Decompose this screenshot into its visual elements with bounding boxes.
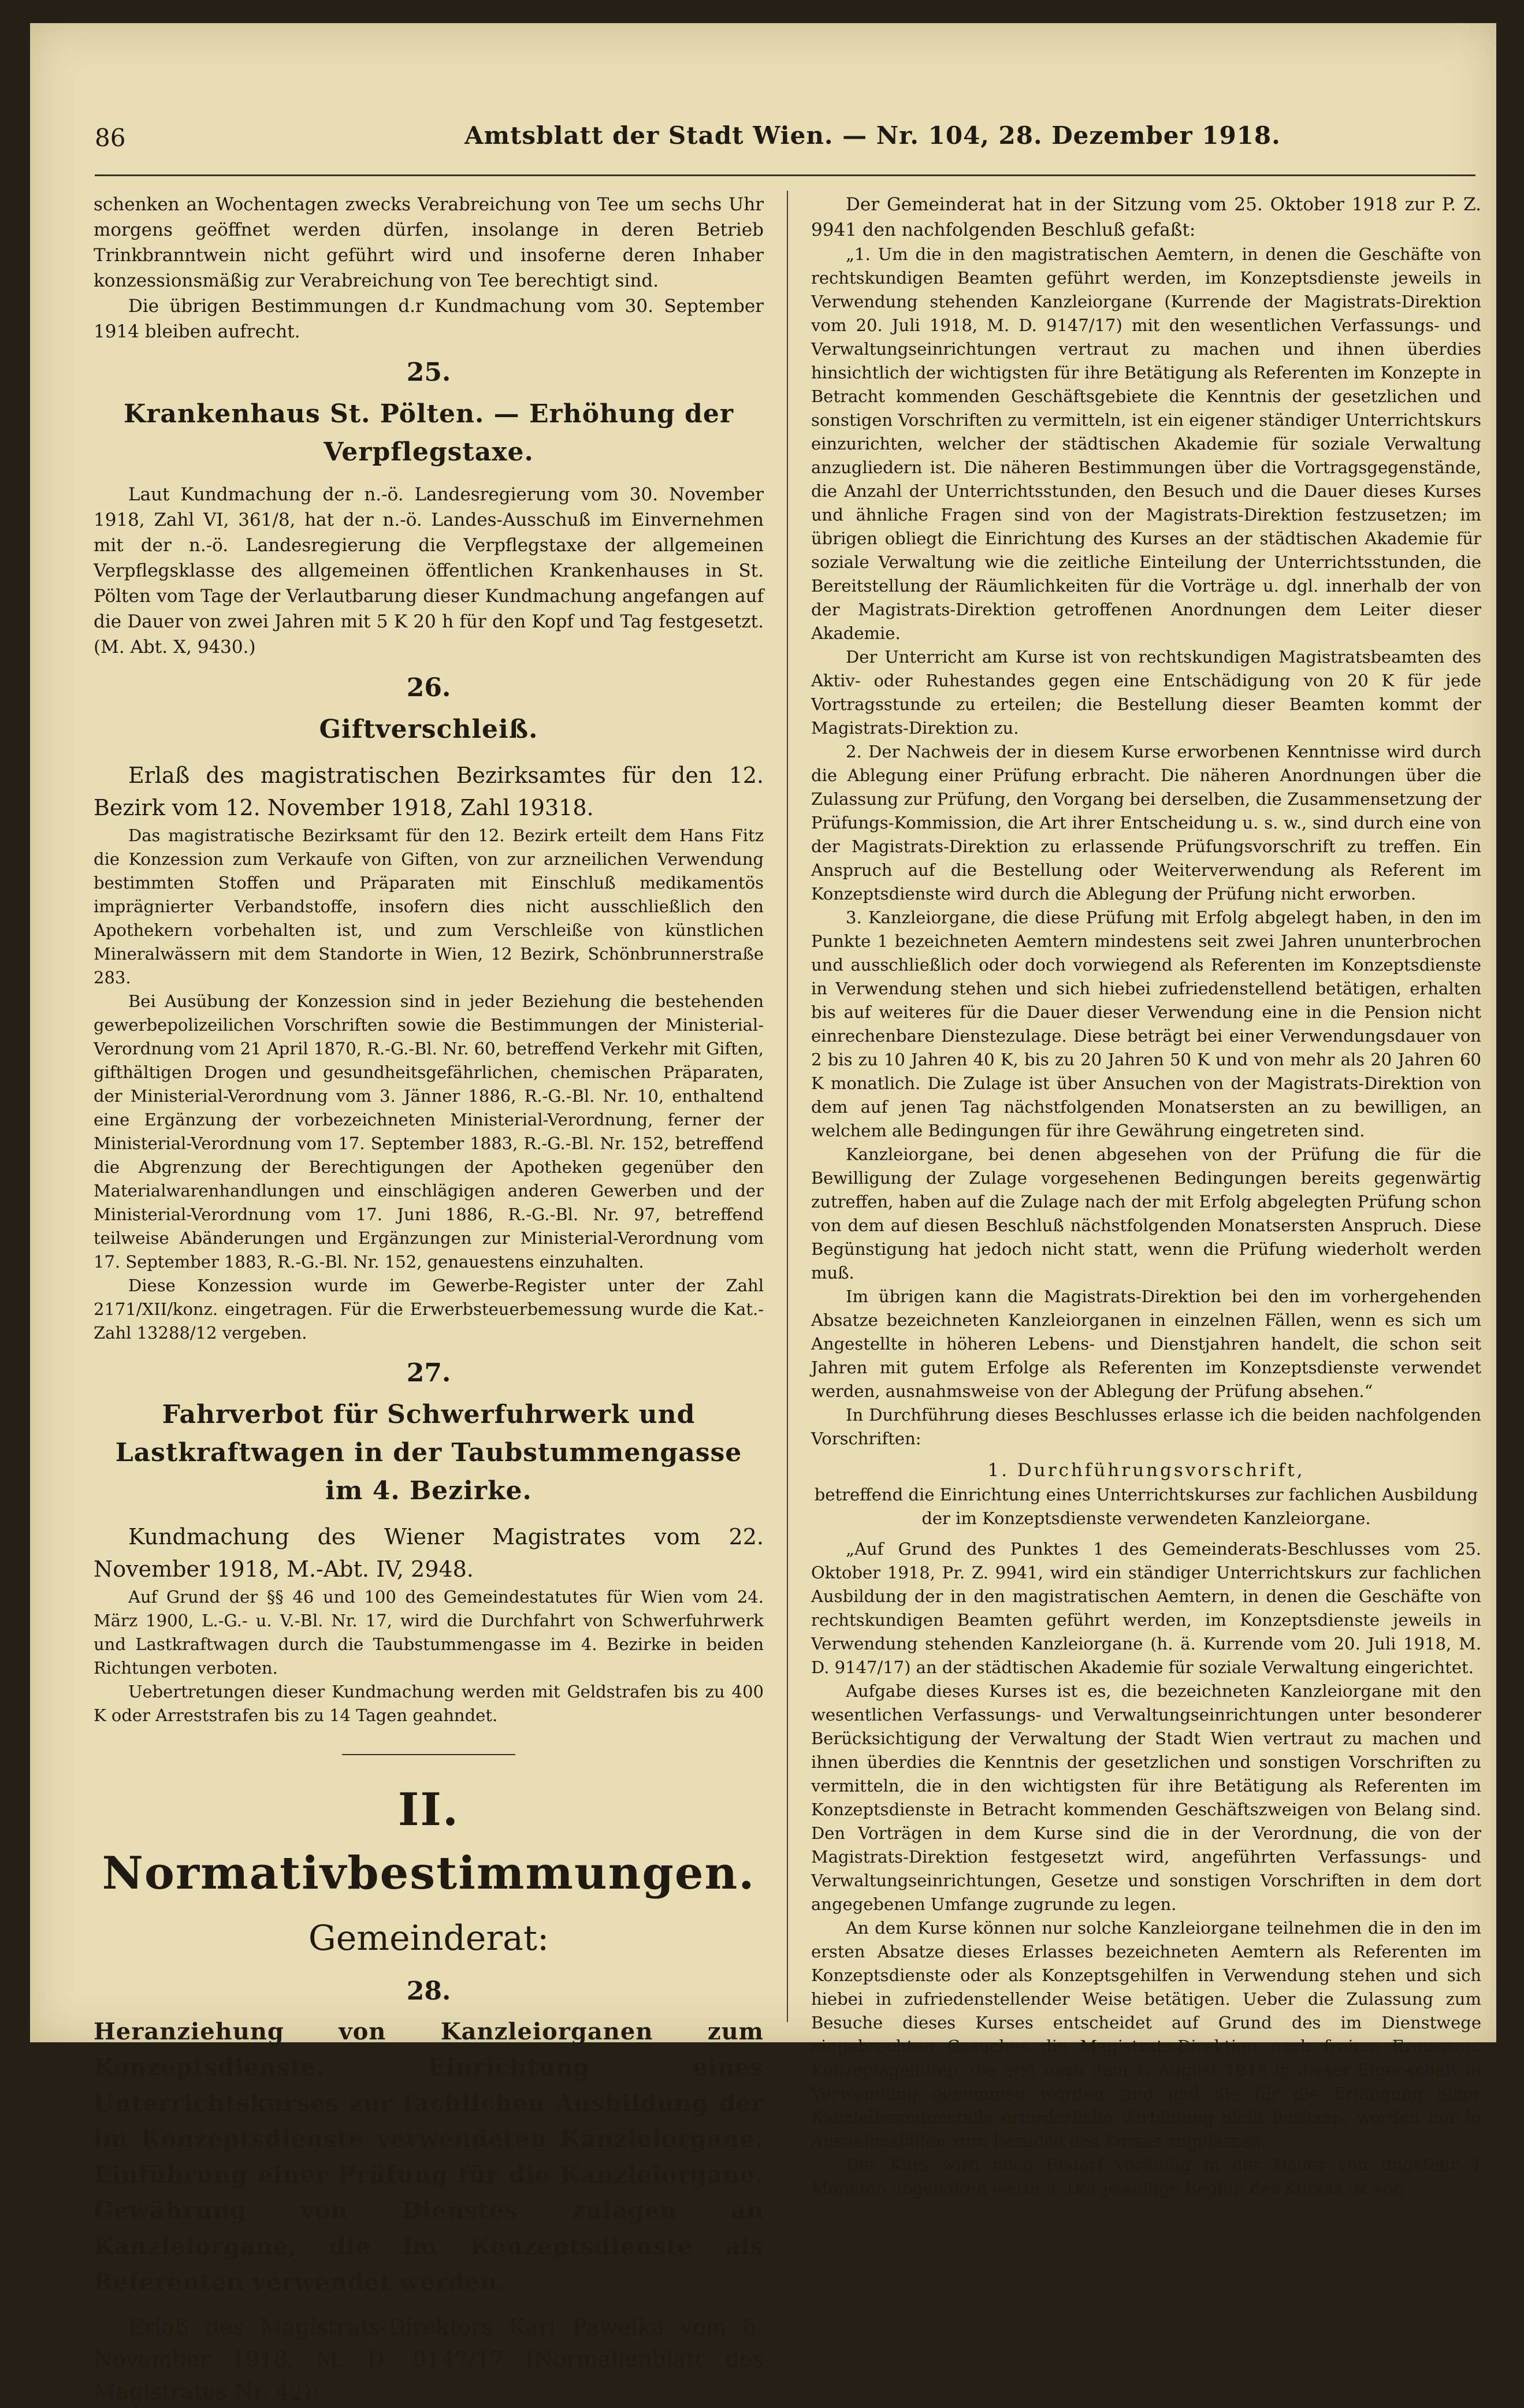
body-paragraph: Im übrigen kann die Magistrats-Direktion bei den im vorhergehenden Absatze bezeichneten Kanzleiorganen in einzelnen Fällen, wenn es sich um Angestellte in höheren Lebens- und Dienstjahren handelt, die schon seit Jahren mit gutem Erfolge als Referenten im Konzeptsdienste verwendet werden, ausnahmsweise von der Ablegung der Prüfung absehen.“ <box>811 1287 1481 1401</box>
page-header <box>95 116 1481 168</box>
intro-paragraph: Die übrigen Bestimmungen d.r Kundmachung vom 30. September 1914 bleiben aufrecht. <box>94 296 764 342</box>
part-subtitle: Gemeinderat: <box>308 1918 549 1959</box>
section-paragraph: Das magistratische Bezirksamt für den 12. Bezirk erteilt dem Hans Fitz die Konzession zum Verkaufe von Giften, von zur arzneilichen Verwendung bestimmten Stoffen und Präparaten mit Einschluß medikamentös imprägnierter Verbandstoffe, insofern dies nicht ausschließlich den Apothekern vorbehalten ist, und zum Verschleiße von künstlichen Mineralwässern mit dem Standorte in Wien, 12 Bezirk, Schönbrunnerstraße 283. <box>94 826 764 987</box>
header-rule <box>95 174 1475 176</box>
body-paragraph: An dem Kurse können nur solche Kanzleiorgane teilnehmen die in den im ersten Absatze dieses Erlasses bezeichneten Aemtern als Referenten im Konzeptsdienste oder als Konzeptsgehilfen in Verwendung stehen und sich hiebei in zufriedenstellender Weise betätigen. Ueber die Zulassung zum Besuche dieses Kurses entscheidet auf Grund des im Dienstwege eingebrachten Gesuches die Magistrats-Direktion nach freiem Ermessen. Konzeptsgehilfen, die erst nach dem 1. August 1918 in dieser Eigenschaft in Verwendung genommen worden sind und die für die Erlangung einer Kanzleibeamtenstelle erforderliche Vorbildung nicht besitzen, werden nur in Ausnahmsfällen zum Besuche des Kurses zugelassen. <box>811 1918 1481 2151</box>
body-paragraph: Kanzleiorgane, bei denen abgesehen von der Prüfung die für die Bewilligung der Zulage vorgesehenen Bedingungen bereits gegenwärtig zutreffen, haben auf die Zulage nach der mit Erfolg abgelegten Prüfung schon von dem auf diesen Beschluß nächstfolgenden Monatsersten Anspruch. Diese Begünstigung hat jedoch nicht statt, wenn die Prüfung wiederholt werden muß. <box>811 1144 1481 1283</box>
right-column <box>811 192 1481 2198</box>
page-number: 86 <box>95 124 126 152</box>
intro-paragraph: schenken an Wochentagen zwecks Verabreichung von Tee um sechs Uhr morgens geöffnet werden dürfen, insolange in deren Betrieb Trinkbranntwein nicht geführt wird und insoferne deren Inhaber konzessionsmäßig zur Verabreichung von Tee berechtigt sind. <box>94 194 764 291</box>
body-paragraph: In Durchführung dieses Beschlusses erlasse ich die beiden nachfolgenden Vorschriften: <box>811 1405 1481 1448</box>
section-number: 28. <box>406 1976 451 2006</box>
body-paragraph: „Auf Grund des Punktes 1 des Gemeinderats-Beschlusses vom 25. Oktober 1918, Pr. Z. 9941, wird ein ständiger Unterrichtskurs zur fachlichen Ausbildung der in den magistratischen Aemtern, in denen die Geschäfte von rechtskundigen Beamten geführt werden, im Konzeptsdienste jeweils in Verwendung stehenden Kanzleiorgane (h. ä. Kurrende vom 20. Juli 1918, M. D. 9147/17) an der städtischen Akademie für soziale Verwaltung eingerichtet. <box>811 1539 1481 1677</box>
newspaper-page <box>30 23 1496 2405</box>
spacer <box>811 1530 1481 1537</box>
body-paragraph: 2. Der Nachweis der in diesem Kurse erworbenen Kenntnisse wird durch die Ablegung einer Prüfung erbracht. Die näheren Anordnungen über die Zulassung zur Prüfung, den Vorgang bei derselben, die Zusammensetzung der Prüfungs-Kommission, die Art ihrer Entscheidung u. s. w., sind durch eine von der Magistrats-Direktion zu erlassende Prüfungsvorschrift zu treffen. Ein Anspruch auf die Bestellung oder Weiterverwendung als Referent im Konzeptsdienste wird durch die Ablegung der Prüfung nicht erworben. <box>811 742 1481 904</box>
section-paragraph: Laut Kundmachung der n.-ö. Landesregierung vom 30. November 1918, Zahl VI, 361/8, hat der n.-ö. Landes-Ausschuß im Einvernehmen mit der n.-ö. Landesregierung die Verpflegstaxe der allgemeinen Verpflegsklasse des allgemeinen öffentlichen Krankenhauses in St. Pölten vom Tage der Verlautbarung dieser Kundmachung angefangen auf die Dauer von zwei Jahren mit 5 K 20 h für den Kopf und Tag festgesetzt. (M. Abt. X, 9430.) <box>94 484 764 657</box>
section-paragraph: Bei Ausübung der Konzession sind in jeder Beziehung die bestehenden gewerbepolizeilichen Vorschriften sowie die Bestimmungen der Ministerial-Verordnung vom 21 April 1870, R.-G.-Bl. Nr. 60, betreffend Verkehr mit Giften, gifthältigen Drogen und gesundheitsgefährlichen, chemischen Präparaten, der Ministerial-Verordnung vom 3. Jänner 1886, R.-G.-Bl. Nr. 10, enthaltend eine Ergänzung der vorbezeichneten Ministerial-Verordnung, ferner der Ministerial-Verordnung vom 17. September 1883, R.-G.-Bl. Nr. 152, betreffend die Abgrenzung der Berechtigungen der Apotheken gegenüber den Materialwarenhandlungen und einschlägigen anderen Gewerben und der Ministerial-Verordnung vom 17. Juni 1886, R.-G.-Bl. Nr. 97, betreffend teilweise Abänderungen und Ergänzungen zur Ministerial-Verordnung vom 17. September 1883, R.-G.-Bl. Nr. 152, genauestens einzuhalten. <box>94 991 764 1272</box>
section-title: Giftverschleiß. <box>319 715 538 744</box>
decree-line: Erlaß des Magistrats-Direktors Karl Pawelka vom 6. November 1918, M. D. 9147/17 (Normalienblatt des Magistrates Nr. 42): <box>94 2314 764 2405</box>
section-paragraph: Uebertretungen dieser Kundmachung werden mit Geldstrafen bis zu 400 K oder Arreststrafen bis zu 14 Tagen geahndet. <box>94 1682 764 1725</box>
body-paragraph: „1. Um die in den magistratischen Aemtern, in denen die Geschäfte von rechtskundigen Beamten geführt werden, im Konzeptsdienste jeweils in Verwendung stehenden Kanzleiorgane (Kurrende der Magistrats-Direktion vom 20. Juli 1918, M. D. 9147/17) mit den wesentlichen Verfassungs- und Verwaltungseinrichtungen vertraut zu machen und ihnen überdies hinsichtlich der wichtigsten für ihre Betätigung als Referenten im Konzepte in Betracht kommenden Geschäftsgebiete die Kenntnis der gesetzlichen und sonstigen Vorschriften zu vermitteln, ist ein eigener ständiger Unterrichtskurs einzurichten, welcher der städtischen Akademie für soziale Verwaltung anzugliedern ist. Die näheren Bestimmungen über die Vortragsgegenstände, die Anzahl der Unterrichtsstunden, den Besuch und die Dauer dieses Kurses und ähnliche Fragen sind von der Magistrats-Direktion festzusetzen; im übrigen obliegt die Einrichtung des Kurses an der städtischen Akademie für soziale Verwaltung wie die zeitliche Einteilung der Unterrichtsstunden, die Bereitstellung der Räumlichkeiten für die Vorträge u. dgl. innerhalb der von der Magistrats-Direktion getroffenen Anordnungen dem Leiter dieser Akademie. <box>811 244 1481 643</box>
spacer <box>811 1451 1481 1458</box>
section-paragraph: Diese Konzession wurde im Gewerbe-Register unter der Zahl 2171/XII/konz. eingetragen. Für die Erwerbsteuerbemessung wurde die Kat.-Zahl 13288/12 vergeben. <box>94 1276 764 1343</box>
body-paragraph: Aufgabe dieses Kurses ist es, die bezeichneten Kanzleiorgane mit den wesentlichen Verfassungs- und Verwaltungseinrichtungen unter besonderer Berücksichtigung der Verwaltung der Stadt Wien vertraut zu machen und ihnen überdies die Kenntnis der gesetzlichen und sonstigen Vorschriften zu vermitteln, die in den wichtigsten für ihre Betätigung als Referenten im Konzeptsdienste in Betracht kommenden Geschäftszweigen von Belang sind. Den Vorträgen in dem Kurse sind die in der Verordnung, die von der Magistrats-Direktion festgesetzt wird, angeführten Verfassungs- und Verwaltungseinrichtungen, Gesetze und sonstigen Vorschriften in dem dort angegebenen Umfange zugrunde zu legen. <box>811 1681 1481 1914</box>
body-paragraph: 3. Kanzleiorgane, die diese Prüfung mit Erfolg abgelegt haben, in den im Punkte 1 bezeichneten Aemtern mindestens seit zwei Jahren ununterbrochen und ausschließlich oder doch vorwiegend als Referenten im Konzeptsdienste in Verwendung stehen und sich hiebei zufriedenstellend betätigen, erhalten bis auf weiteres für die Dauer dieser Verwendung eine in die Pension nicht einrechenbare Dienstezulage. Diese beträgt bei einer Verwendungsdauer von 2 bis zu 10 Jahren 40 K, bis zu 20 Jahren 50 K und von mehr als 20 Jahren 60 K monatlich. Die Zulage ist über Ansuchen von der Magistrats-Direktion von dem auf jenen Tag nächstfolgenden Monatsersten an zu bewilligen, an welchem alle Bedingungen für ihre Gewährung eingetreten sind. <box>811 908 1481 1140</box>
page-title: Amtsblatt der Stadt Wien. — Nr. 104, 28. Dezember 1918. <box>464 121 1281 150</box>
regulation-title: 1. Durchführungsvorschrift, <box>987 1460 1305 1481</box>
body-paragraph: Der Kurs wird nach Bedarf vorläufig in der Dauer von ungefähr 4 Monaten abgehalten werden. Der jeweilige Beginn des Kurses ist von <box>811 2155 1481 2198</box>
section-title: Fahrverbot für Schwerfuhrwerk und Lastkraftwagen in der Taubstummengasse im 4. Bezirke. <box>115 1400 742 1506</box>
column-divider <box>787 191 788 2022</box>
section-number: 27. <box>406 1358 451 1388</box>
section-title: Heranziehung von Kanzleiorganen zum Konzeptsdienste. Einrichtung eines Unterrichtskurses zur fachlichen Ausbildung der im Konzeptsdienste verwendeten Kanzleiorgane. Einführung einer Prüfung für die Kanzleiorgane. Gewährung von Dienstes zulagen an Kanzleiorgane, die im Konzeptsdienste als Referenten verwendet werden. <box>94 2018 764 2296</box>
section-number: 26. <box>406 673 451 703</box>
separator-rule <box>342 1754 515 1755</box>
body-paragraph: Der Gemeinderat hat in der Sitzung vom 25. Oktober 1918 zur P. Z. 9941 den nachfolgenden Beschluß gefaßt: <box>811 194 1481 240</box>
decree-line: Erlaß des magistratischen Bezirksamtes für den 12. Bezirk vom 12. November 1918, Zahl 19318. <box>94 763 764 820</box>
section-paragraph: Auf Grund der §§ 46 und 100 des Gemeindestatutes für Wien vom 24. März 1900, L.-G.- u. V.-Bl. Nr. 17, wird die Durchfahrt von Schwerfuhrwerk und Lastkraftwagen durch die Taubstummengasse im 4. Bezirke in beiden Richtungen verboten. <box>94 1587 764 1678</box>
section-number: 25. <box>406 358 451 387</box>
part-title: II. Normativbestimmungen. <box>102 1783 756 1900</box>
section-title: Krankenhaus St. Pölten. — Erhöhung der Verpflegstaxe. <box>124 399 734 467</box>
body-paragraph: Der Unterricht am Kurse ist von rechtskundigen Magistratsbeamten des Aktiv- oder Ruhestandes gegen eine Entschädigung von 20 K für jede Vortragsstunde zu erteilen; die Bestellung dieser Beamten kommt der Magistrats-Direktion zu. <box>811 647 1481 738</box>
regulation-subtitle: betreffend die Einrichtung eines Unterrichtskurses zur fachlichen Ausbildung der im Konzeptsdienste verwendeten Kanzleiorgane. <box>814 1485 1478 1528</box>
left-column <box>94 192 764 2405</box>
decree-line: Kundmachung des Wiener Magistrates vom 22. November 1918, M.-Abt. IV, 2948. <box>94 1524 764 1582</box>
